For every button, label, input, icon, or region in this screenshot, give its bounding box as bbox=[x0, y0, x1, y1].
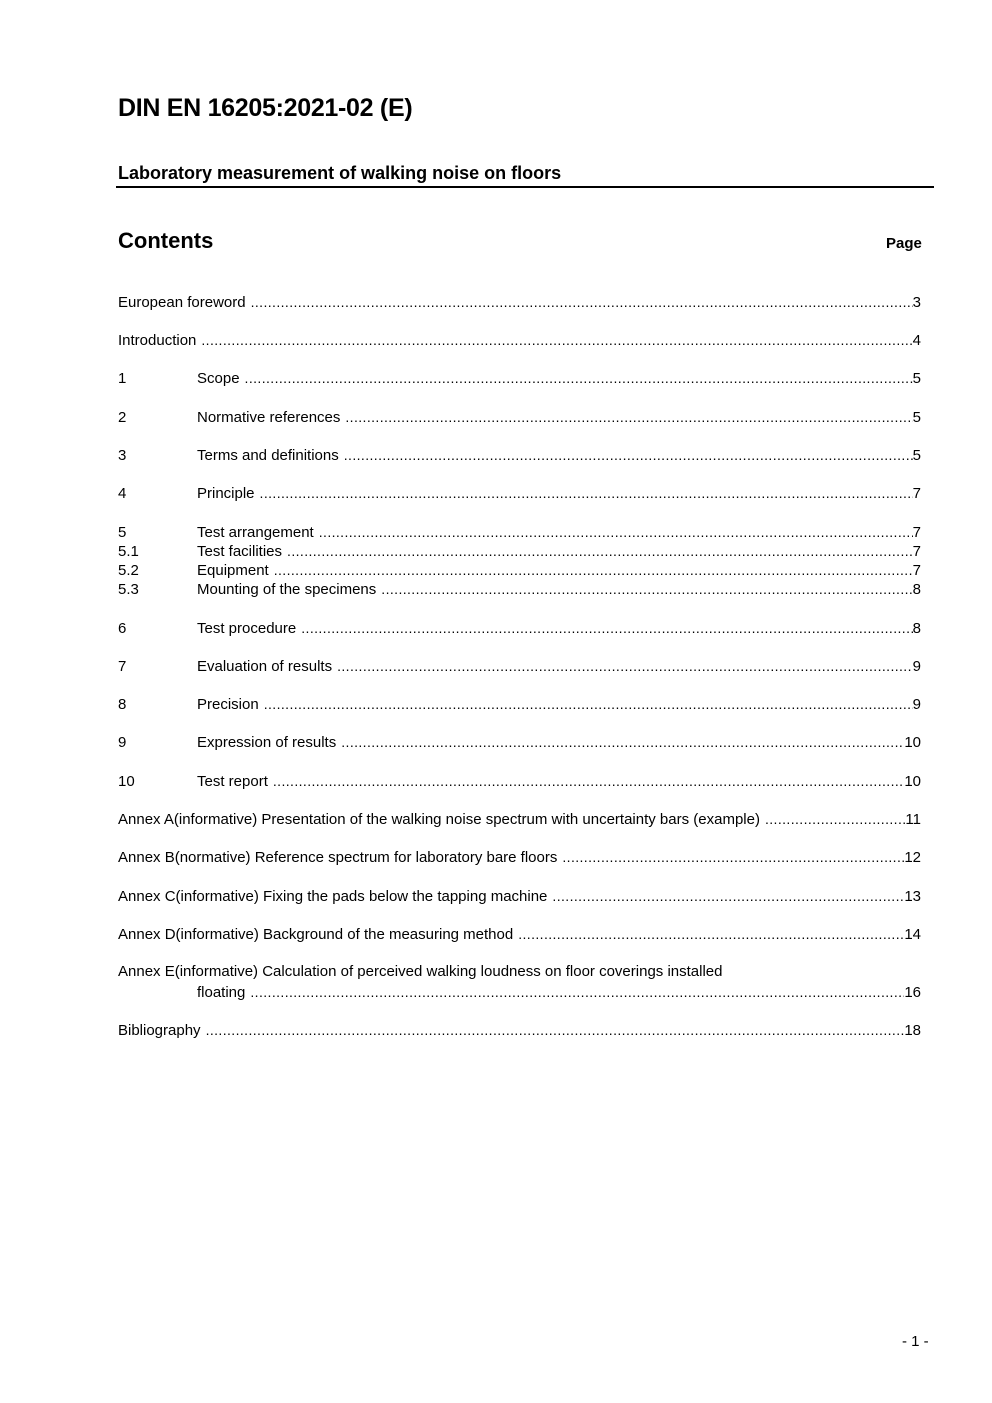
toc-entry-mounting-of-the-specimens[interactable] bbox=[118, 579, 921, 599]
toc-entry-number: 5.3 bbox=[118, 581, 139, 598]
toc-entry-equipment[interactable] bbox=[118, 560, 921, 580]
toc-entry-page: 5 bbox=[912, 447, 921, 464]
contents-heading: Contents bbox=[118, 228, 214, 253]
toc-entry-title: Equipment bbox=[197, 562, 269, 579]
toc-entry-normative-references[interactable] bbox=[118, 407, 921, 427]
toc-entry-number: 5.2 bbox=[118, 562, 139, 579]
toc-leader-dots bbox=[245, 368, 913, 388]
toc-entry-title: Test report bbox=[197, 773, 268, 790]
toc-entry-evaluation-of-results[interactable] bbox=[118, 656, 921, 676]
toc-leader-dots bbox=[250, 982, 904, 1002]
document-identifier: DIN EN 16205:2021-02 (E) bbox=[118, 94, 413, 122]
toc-leader-dots bbox=[381, 579, 912, 599]
toc-entry-title-line-1: Annex E(informative) Calculation of perceived walking loudness on floor coverings installed bbox=[118, 963, 723, 980]
toc-leader-dots bbox=[552, 886, 904, 906]
toc-entry-test-facilities[interactable] bbox=[118, 541, 921, 561]
toc-leader-dots bbox=[287, 541, 913, 561]
toc-leader-dots bbox=[206, 1020, 905, 1040]
toc-leader-dots bbox=[337, 656, 913, 676]
toc-entry-test-procedure[interactable] bbox=[118, 618, 921, 638]
page-column-label: Page bbox=[886, 235, 922, 252]
toc-entry-title: Test arrangement bbox=[197, 524, 314, 541]
toc-entry-number: 6 bbox=[118, 620, 127, 637]
toc-entry-page: 13 bbox=[904, 888, 921, 905]
toc-entry-page: 9 bbox=[912, 658, 921, 675]
toc-entry-introduction[interactable] bbox=[118, 330, 921, 350]
toc-entry-title: Principle bbox=[197, 485, 255, 502]
toc-leader-dots bbox=[562, 847, 904, 867]
toc-entry-number: 1 bbox=[118, 370, 127, 387]
toc-entry-page: 5 bbox=[912, 370, 921, 387]
toc-leader-dots bbox=[301, 618, 912, 638]
toc-entry-title: Test procedure bbox=[197, 620, 297, 637]
toc-entry-scope[interactable] bbox=[118, 368, 921, 388]
toc-entry-number: 3 bbox=[118, 447, 127, 464]
toc-entry-number: 4 bbox=[118, 485, 127, 502]
toc-entry-page: 8 bbox=[912, 581, 921, 598]
toc-leader-dots bbox=[274, 560, 913, 580]
toc-entry-page: 7 bbox=[912, 524, 921, 541]
toc-leader-dots bbox=[264, 694, 913, 714]
toc-leader-dots bbox=[251, 292, 913, 312]
toc-entry-number: 9 bbox=[118, 734, 127, 751]
page-number: - 1 - bbox=[902, 1333, 929, 1350]
toc-entry-test-report[interactable] bbox=[118, 771, 921, 791]
toc-entry-number: 5 bbox=[118, 524, 127, 541]
toc-entry-annex-e-continuation bbox=[118, 982, 921, 1002]
toc-entry-page: 11 bbox=[905, 811, 921, 828]
toc-leader-dots bbox=[518, 924, 904, 944]
toc-entry-page: 7 bbox=[912, 543, 921, 560]
toc-entry-title: Introduction bbox=[118, 332, 197, 349]
toc-entry-expression-of-results[interactable] bbox=[118, 732, 921, 752]
toc-entry-title: Bibliography bbox=[118, 1022, 201, 1039]
toc-entry-principle[interactable] bbox=[118, 483, 921, 503]
toc-entry-page: 14 bbox=[904, 926, 921, 943]
toc-entry-number: 2 bbox=[118, 409, 127, 426]
toc-entry-title: Normative references bbox=[197, 409, 341, 426]
toc-leader-dots bbox=[260, 483, 913, 503]
toc-leader-dots bbox=[341, 732, 904, 752]
toc-entry-page: 3 bbox=[912, 294, 921, 311]
toc-entry-test-arrangement[interactable] bbox=[118, 522, 921, 542]
toc-leader-dots bbox=[344, 445, 913, 465]
toc-leader-dots bbox=[765, 809, 905, 829]
toc-entry-page: 4 bbox=[912, 332, 921, 349]
toc-entry-page: 16 bbox=[904, 984, 921, 1001]
toc-entry-title: Mounting of the specimens bbox=[197, 581, 377, 598]
toc-entry-page: 8 bbox=[912, 620, 921, 637]
toc-entry-title: Expression of results bbox=[197, 734, 337, 751]
toc-entry-title: Annex C(informative) Fixing the pads below the tapping machine bbox=[118, 888, 548, 905]
toc-entry-number: 5.1 bbox=[118, 543, 139, 560]
toc-entry-title: Evaluation of results bbox=[197, 658, 333, 675]
toc-entry-title: Annex D(informative) Background of the measuring method bbox=[118, 926, 514, 943]
toc-entry-title: Test facilities bbox=[197, 543, 283, 560]
toc-entry-title: Precision bbox=[197, 696, 259, 713]
toc-leader-dots bbox=[273, 771, 904, 791]
toc-entry-european-foreword[interactable] bbox=[118, 292, 921, 312]
toc-entry-number: 7 bbox=[118, 658, 127, 675]
document-title: Laboratory measurement of walking noise on floors bbox=[118, 163, 562, 183]
toc-entry-number: 10 bbox=[118, 773, 135, 790]
toc-leader-dots bbox=[201, 330, 912, 350]
toc-entry-page: 18 bbox=[904, 1022, 921, 1039]
toc-entry-annex-d[interactable] bbox=[118, 924, 921, 944]
toc-entry-title: European foreword bbox=[118, 294, 246, 311]
title-underline-rule bbox=[116, 186, 934, 188]
toc-entry-annex-c[interactable] bbox=[118, 886, 921, 906]
toc-entry-title-line-2: floating bbox=[197, 984, 246, 1001]
toc-entry-annex-a[interactable] bbox=[118, 809, 921, 829]
toc-entry-terms-and-definitions[interactable] bbox=[118, 445, 921, 465]
toc-leader-dots bbox=[345, 407, 912, 427]
toc-entry-title: Annex B(normative) Reference spectrum for laboratory bare floors bbox=[118, 849, 558, 866]
toc-entry-title: Terms and definitions bbox=[197, 447, 339, 464]
toc-entry-page: 12 bbox=[904, 849, 921, 866]
toc-entry-precision[interactable] bbox=[118, 694, 921, 714]
toc-entry-annex-b[interactable] bbox=[118, 847, 921, 867]
toc-entry-page: 10 bbox=[904, 773, 921, 790]
toc-entry-page: 5 bbox=[912, 409, 921, 426]
toc-entry-page: 9 bbox=[912, 696, 921, 713]
toc-entry-page: 7 bbox=[912, 562, 921, 579]
toc-entry-page: 7 bbox=[912, 485, 921, 502]
toc-entry-page: 10 bbox=[904, 734, 921, 751]
toc-entry-number: 8 bbox=[118, 696, 127, 713]
toc-entry-title: Scope bbox=[197, 370, 240, 387]
toc-entry-bibliography[interactable] bbox=[118, 1020, 921, 1040]
toc-leader-dots bbox=[319, 522, 913, 542]
toc-entry-title: Annex A(informative) Presentation of the walking noise spectrum with uncertainty bars (example) bbox=[118, 811, 760, 828]
